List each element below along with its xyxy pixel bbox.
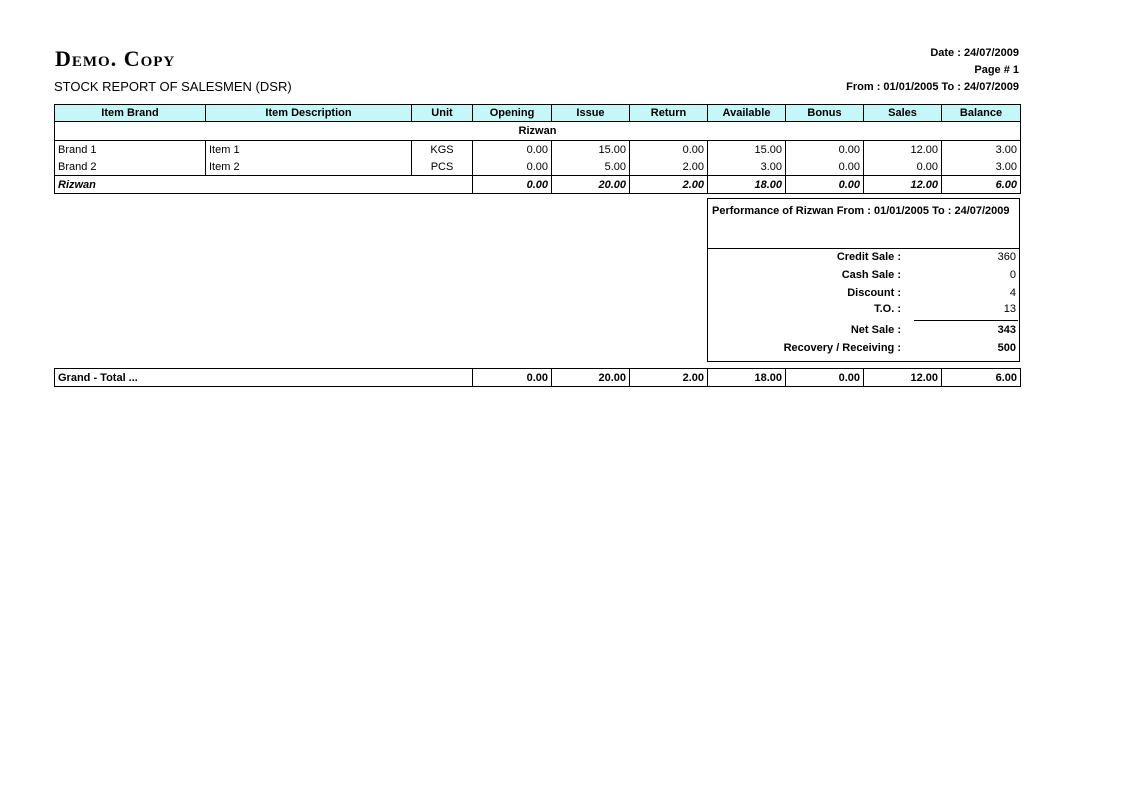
net-sale-value: 343	[997, 324, 1016, 336]
to-value: 13	[1003, 303, 1016, 315]
recovery-label: Recovery / Receiving :	[783, 342, 901, 354]
cell-description: Item 2	[206, 158, 412, 176]
column-header: Item Brand	[55, 105, 206, 122]
column-header: Unit	[412, 105, 473, 122]
cell-brand: Brand 2	[55, 158, 206, 176]
cell-bonus: 0.00	[786, 158, 864, 176]
cell-return: 2.00	[630, 158, 708, 176]
table-header-row	[55, 105, 1021, 122]
subtotal-balance: 6.00	[942, 176, 1021, 194]
cell-available: 15.00	[708, 141, 786, 159]
cell-unit: KGS	[412, 141, 473, 159]
cell-issue: 15.00	[552, 141, 630, 159]
column-header: Bonus	[786, 105, 864, 122]
credit-sale-value: 360	[997, 251, 1016, 263]
cash-sale-label: Cash Sale :	[841, 269, 901, 281]
grand-total-bonus: 0.00	[786, 369, 864, 387]
subtotal-bonus: 0.00	[786, 176, 864, 194]
grand-total-available: 18.00	[708, 369, 786, 387]
cash-sale-value: 0	[1009, 269, 1016, 281]
column-header: Balance	[942, 105, 1021, 122]
subtotal-label: Rizwan	[55, 176, 473, 194]
cell-brand: Brand 1	[55, 141, 206, 159]
subtotal-available: 18.00	[708, 176, 786, 194]
grand-total-balance: 6.00	[942, 369, 1021, 387]
discount-label: Discount :	[847, 287, 901, 299]
grand-total-table	[54, 368, 1021, 387]
cell-opening: 0.00	[473, 141, 552, 159]
report-date: Date : 24/07/2009	[930, 47, 1019, 59]
cash-sale-row	[708, 269, 1019, 285]
credit-sale-row	[708, 251, 1019, 267]
cell-return: 0.00	[630, 141, 708, 159]
grand-total-sales: 12.00	[864, 369, 942, 387]
column-header: Available	[708, 105, 786, 122]
grand-total-opening: 0.00	[473, 369, 552, 387]
column-header: Issue	[552, 105, 630, 122]
to-label: T.O. :	[874, 303, 901, 315]
column-header: Return	[630, 105, 708, 122]
subtotal-return: 2.00	[630, 176, 708, 194]
demo-copy-label: Demo. Copy	[55, 46, 176, 71]
stock-table	[54, 104, 1021, 194]
subtotal-opening: 0.00	[473, 176, 552, 194]
cell-balance: 3.00	[942, 141, 1021, 159]
column-header: Opening	[473, 105, 552, 122]
grand-total-issue: 20.00	[552, 369, 630, 387]
recovery-value: 500	[997, 342, 1016, 354]
group-row	[55, 122, 1021, 141]
performance-box	[707, 198, 1020, 362]
recovery-row	[708, 342, 1019, 358]
subtotal-issue: 20.00	[552, 176, 630, 194]
cell-bonus: 0.00	[786, 141, 864, 159]
page-number: Page # 1	[974, 64, 1019, 76]
cell-issue: 5.00	[552, 158, 630, 176]
cell-unit: PCS	[412, 158, 473, 176]
column-header: Item Description	[206, 105, 412, 122]
sum-divider	[914, 320, 1018, 321]
grand-total-label: Grand - Total ...	[55, 369, 473, 387]
cell-balance: 3.00	[942, 158, 1021, 176]
performance-header	[708, 199, 1019, 249]
table-row	[55, 141, 1021, 159]
grand-total-row	[55, 369, 1021, 387]
cell-opening: 0.00	[473, 158, 552, 176]
cell-description: Item 1	[206, 141, 412, 159]
discount-value: 4	[1009, 287, 1016, 299]
cell-sales: 12.00	[864, 141, 942, 159]
column-header: Sales	[864, 105, 942, 122]
group-name: Rizwan	[55, 122, 1021, 141]
cell-available: 3.00	[708, 158, 786, 176]
discount-row	[708, 287, 1019, 303]
performance-title: Performance of Rizwan From : 01/01/2005 To : 24/07/2009	[712, 205, 1010, 217]
grand-total-return: 2.00	[630, 369, 708, 387]
table-row	[55, 158, 1021, 176]
subtotal-row	[55, 176, 1021, 194]
date-range: From : 01/01/2005 To : 24/07/2009	[846, 81, 1019, 93]
cell-sales: 0.00	[864, 158, 942, 176]
to-row	[708, 303, 1019, 319]
net-sale-label: Net Sale :	[850, 324, 901, 336]
subtotal-sales: 12.00	[864, 176, 942, 194]
report-title: STOCK REPORT OF SALESMEN (DSR)	[54, 79, 292, 94]
credit-sale-label: Credit Sale :	[836, 251, 901, 263]
net-sale-row	[708, 324, 1019, 340]
